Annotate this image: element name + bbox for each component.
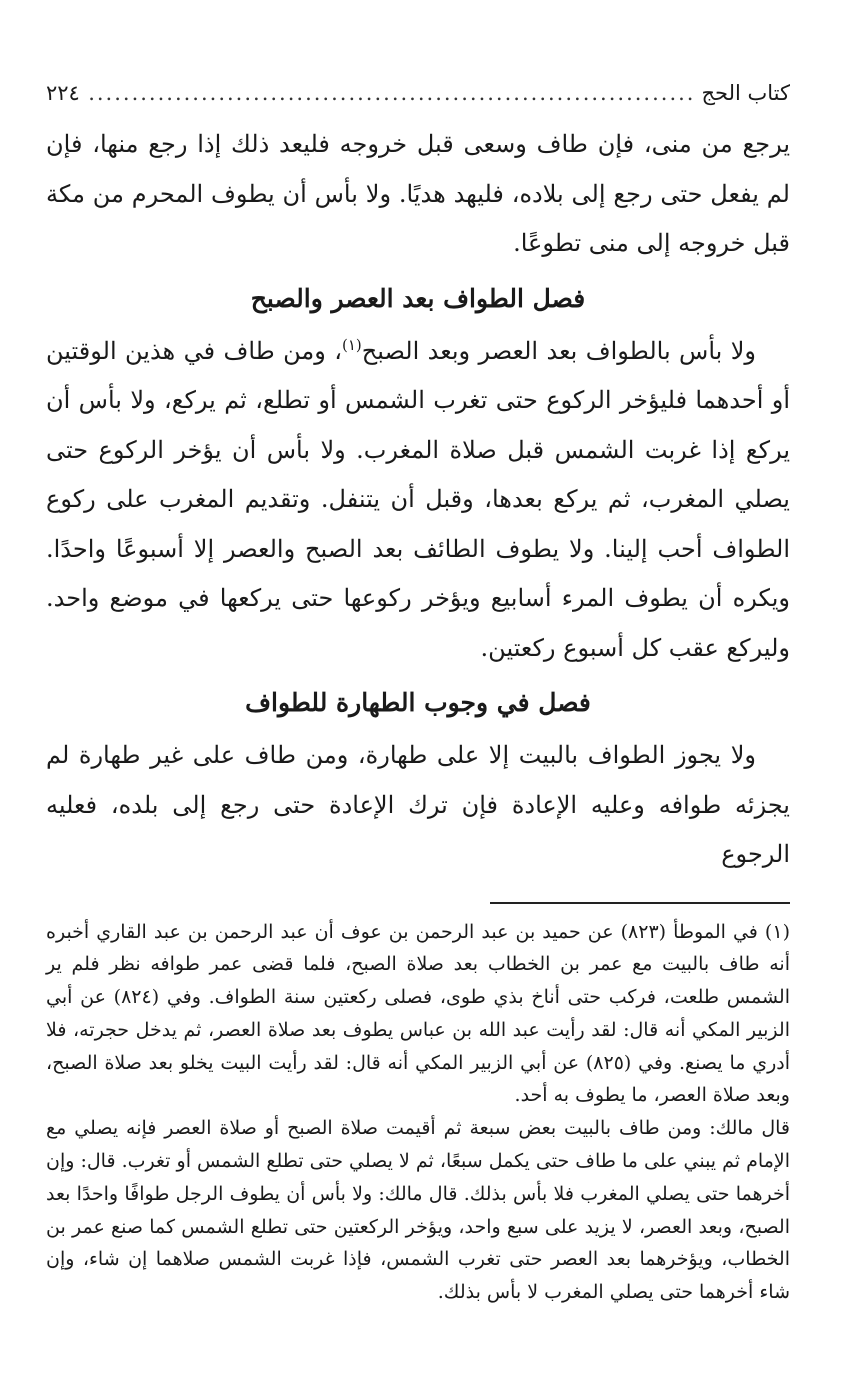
paragraph-text: ولا بأس بالطواف بعد العصر وبعد الصبح [361,336,757,365]
page-number: ٢٢٤ [46,81,80,105]
book-title: كتاب الحج [701,81,790,105]
footnote-reference[interactable]: (١) [341,335,362,354]
footnote-1-continuation: قال مالك: ومن طاف بالبيت بعض سبعة ثم أقيمت صلاة الصبح أو صلاة العصر فإنه يصلي مع الإمام ثم يبني على ما طاف حتى يكمل سبعًا، ثم لا يصلي حتى تطلع الشمس أو تغرب. قال: وإن أخرهما حتى يصلي المغرب فلا بأس بذلك. قال مالك: ولا بأس أن يطوف الرجل طوافًا واحدًا بعد الصبح، وبعد العصر، لا يزيد على سبع واحد، ويؤخر الركعتين حتى تطلع الشمس كما صنع عمر بن الخطاب، ويؤخرهما بعد العصر حتى تغرب الشمس، فإذا غربت الشمس صلاهما إن شاء، وإن شاء أخرهما حتى يصلي المغرب لا بأس بذلك. [46,1117,790,1304]
paragraph-text: ، ومن طاف في هذين الوقتين أو أحدهما فليؤخر الركوع حتى تغرب الشمس أو تطلع، ثم يركع، ولا بأس أن يركع إذا غربت الشمس قبل صلاة المغرب. ولا بأس أن يؤخر الركوع حتى يصلي المغرب، ثم يركع بعدها، وقبل أن يتنفل. وتقديم المغرب على ركوع الطواف أحب إلينا. ولا يطوف الطائف بعد الصبح والعصر إلا أسبوعًا واحدًا. ويكره أن يطوف المرء أسابيع ويؤخر ركوعها حتى يركعها في موضع واحد. وليركع عقب كل أسبوع ركعتين. [46,336,791,662]
paragraph-tawaf-times [46,327,790,674]
dot-leader [86,78,696,108]
section-heading-purity-for-tawaf: فصل في وجوب الطهارة للطواف [245,688,591,717]
section-heading-tawaf-after-asr-subh: فصل الطواف بعد العصر والصبح [250,283,586,313]
footnote-separator [490,902,790,904]
footnote-1: (١) في الموطأ (٨٢٣) عن حميد بن عبد الرحمن بن عوف أن عبد الرحمن بن عبد القاري أخبره أنه طاف بالبيت مع عمر بن الخطاب بعد صلاة الصبح، فلما قضى عمر طوافه نظر فلم ير الشمس طلعت، فركب حتى أناخ بذي طوى، فصلى ركعتين سنة الطواف. وفي (٨٢٤) عن أبي الزبير المكي أنه قال: لقد رأيت عبد الله بن عباس يطوف بعد صلاة العصر، ثم يدخل حجرته، فلا أدري ما يصنع. وفي (٨٢٥) عن أبي الزبير المكي أنه قال: لقد رأيت البيت يخلو بعد صلاة الصبح، وبعد صلاة العصر، ما يطوف به أحد. [46,920,790,1107]
paragraph-continuation: يرجع من منى، فإن طاف وسعى قبل خروجه فليعد ذلك إذا رجع منها، فإن لم يفعل حتى رجع إلى بلاده، فليهد هديًا. ولا بأس أن يطوف المحرم من مكة قبل خروجه إلى منى تطوعًا. [46,130,790,257]
paragraph-purity: ولا يجوز الطواف بالبيت إلا على طهارة، ومن طاف على غير طهارة لم يجزئه طوافه وعليه الإعادة فإن ترك الإعادة حتى رجع إلى بلده، فعليه الرجوع [46,741,790,868]
running-head [46,78,790,108]
